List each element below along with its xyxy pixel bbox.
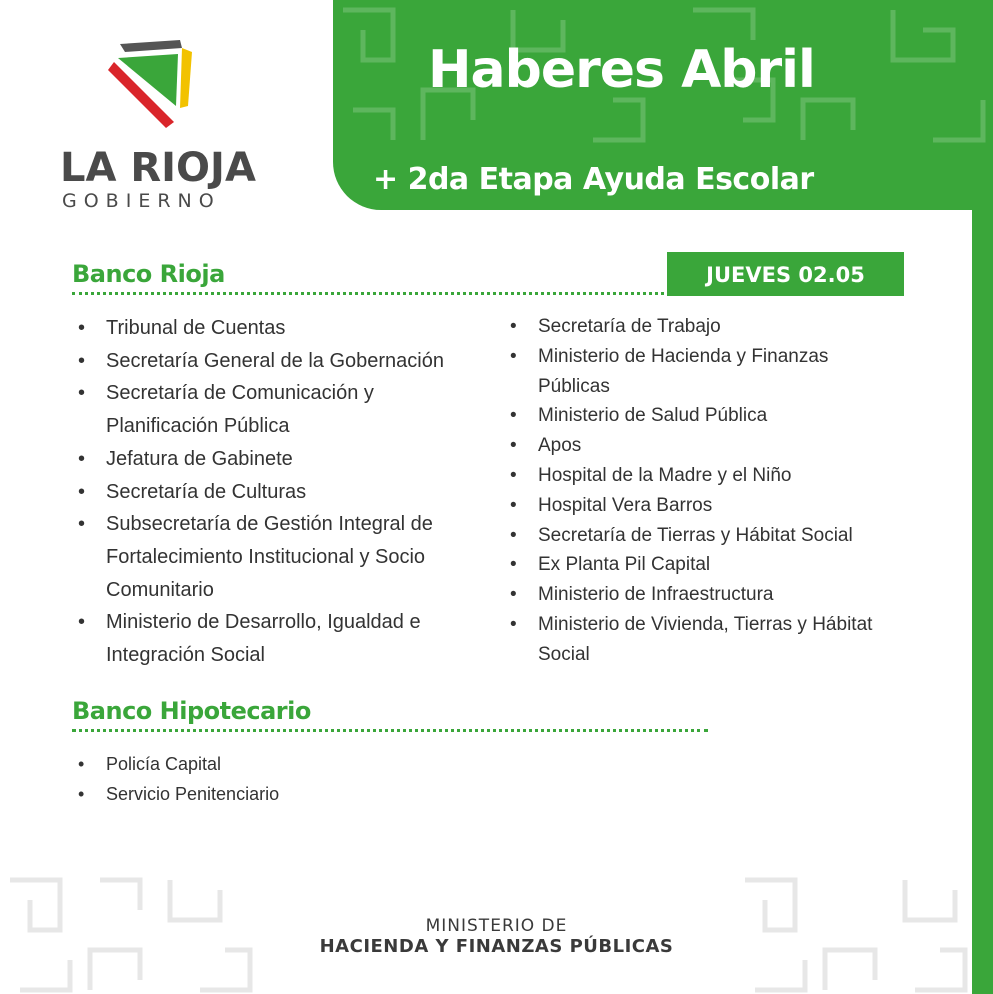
list-item: • Policía Capital (74, 749, 474, 779)
la-rioja-logo-icon (100, 36, 210, 136)
divider-banco-hipotecario (72, 729, 708, 732)
section-title-banco-rioja: Banco Rioja (72, 260, 225, 288)
list-item: • Apos (506, 431, 886, 461)
list-item: • Jefatura de Gabinete (74, 443, 474, 476)
list-item: • Ex Planta Pil Capital (506, 550, 886, 580)
divider-banco-rioja (72, 292, 664, 295)
list-item: • Ministerio de Hacienda y Finanzas Públicas (506, 342, 886, 402)
list-item: • Ministerio de Desarrollo, Igualdad e Integración Social (74, 606, 474, 671)
banco-rioja-left-list (74, 312, 474, 672)
list-item: • Secretaría de Trabajo (506, 312, 886, 342)
list-item: • Hospital Vera Barros (506, 491, 886, 521)
footer-ministry-line1: MINISTERIO DE (425, 916, 568, 936)
list-item: • Ministerio de Salud Pública (506, 401, 886, 431)
list-item: • Hospital de la Madre y el Niño (506, 461, 886, 491)
list-item: • Subsecretaría de Gestión Integral de Fortalecimiento Institucional y Socio Comunitario (74, 508, 474, 606)
list-item: • Servicio Penitenciario (74, 779, 474, 809)
list-item: • Tribunal de Cuentas (74, 312, 474, 345)
section-title-banco-hipotecario: Banco Hipotecario (72, 697, 311, 725)
right-stripe (972, 205, 993, 994)
page-subtitle: + 2da Etapa Ayuda Escolar (373, 162, 814, 197)
logo-subtitle: GOBIERNO (62, 190, 221, 212)
banco-hipotecario-list (74, 749, 474, 809)
footer-ministry-line2: HACIENDA Y FINANZAS PÚBLICAS (319, 936, 674, 957)
logo-title: LA RIOJA (60, 145, 256, 191)
header-band (333, 0, 993, 210)
page-title: Haberes Abril (428, 40, 815, 100)
list-item: • Secretaría de Tierras y Hábitat Social (506, 521, 886, 551)
banco-rioja-right-list (506, 312, 886, 670)
list-item: • Secretaría de Comunicación y Planificación Pública (74, 377, 474, 442)
list-item: • Secretaría de Culturas (74, 476, 474, 509)
list-item: • Ministerio de Infraestructura (506, 580, 886, 610)
list-item: • Ministerio de Vivienda, Tierras y Hábitat Social (506, 610, 886, 670)
date-badge: JUEVES 02.05 (667, 252, 904, 296)
list-item: • Secretaría General de la Gobernación (74, 345, 474, 378)
